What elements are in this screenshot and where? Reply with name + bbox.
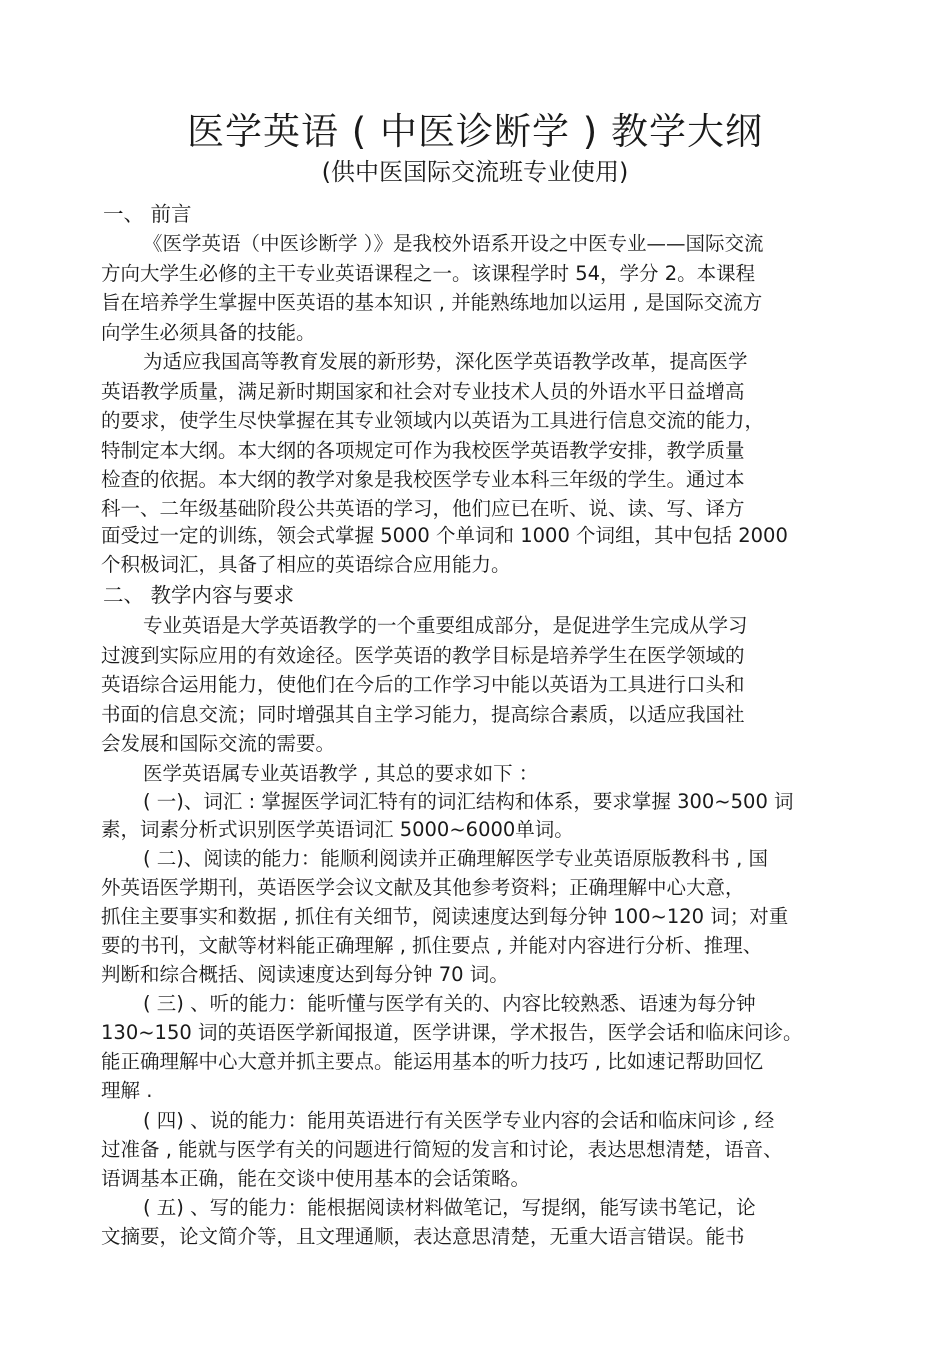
- paragraph-line: 会发展和国际交流的需要。: [101, 732, 336, 755]
- paragraph-line: 130~150 词的英语医学新闻报道，医学讲课，学术报告，医学会话和临床问诊。: [101, 1021, 803, 1044]
- paragraph-line: ( 一)、词汇 : 掌握医学词汇特有的词汇结构和体系，要求掌握 300~500 词: [143, 790, 794, 813]
- paragraph-line: 检查的依据。本大纲的教学对象是我校医学专业本科三年级的学生。通过本: [101, 468, 745, 491]
- paragraph-line: 外英语医学期刊，英语医学会议文献及其他参考资料；正确理解中心大意，: [101, 876, 745, 899]
- section-heading-content: 二、 教学内容与要求: [103, 583, 295, 607]
- paragraph-line: 语调基本正确，能在交谈中使用基本的会话策略。: [101, 1167, 531, 1190]
- paragraph-line: 专业英语是大学英语教学的一个重要组成部分，是促进学生完成从学习: [143, 614, 748, 637]
- paragraph-line: 英语综合运用能力，使他们在今后的工作学习中能以英语为工具进行口头和: [101, 673, 745, 696]
- paragraph-line: 书面的信息交流；同时增强其自主学习能力，提高综合素质，以适应我国社: [101, 703, 745, 726]
- paragraph-line: 《医学英语（中医诊断学 ）》是我校外语系开设之中医专业——国际交流: [143, 232, 764, 255]
- section-heading-preface: 一、 前言: [103, 202, 192, 226]
- paragraph-line: 的要求，使学生尽快掌握在其专业领域内以英语为工具进行信息交流的能力，: [101, 409, 765, 432]
- paragraph-line: ( 五) 、写的能力：能根据阅读材料做笔记，写提纲，能写读书笔记，论: [143, 1196, 756, 1219]
- paragraph-line: 为适应我国高等教育发展的新形势，深化医学英语教学改革，提高医学: [143, 350, 748, 373]
- paragraph-line: 医学英语属专业英语教学 , 其总的要求如下 ：: [143, 762, 539, 785]
- paragraph-line: 方向大学生必修的主干专业英语课程之一。该课程学时 54，学分 2。本课程: [101, 262, 756, 285]
- paragraph-line: 能正确理解中心大意并抓主要点。能运用基本的听力技巧 , 比如速记帮助回忆: [101, 1050, 764, 1073]
- paragraph-line: 判断和综合概括、阅读速度达到每分钟 70 词。: [101, 963, 509, 986]
- paragraph-line: 面受过一定的训练，领会式掌握 5000 个单词和 1000 个词组，其中包括 2000: [101, 524, 788, 547]
- paragraph-line: 理解 .: [101, 1079, 153, 1102]
- paragraph-line: 向学生必须具备的技能。: [101, 321, 316, 344]
- document-subtitle: (供中医国际交流班专业使用): [321, 158, 629, 186]
- paragraph-line: 文摘要，论文简介等，且文理通顺，表达意思清楚，无重大语言错误。能书: [101, 1225, 745, 1248]
- paragraph-line: 特制定本大纲。本大纲的各项规定可作为我校医学英语教学安排，教学质量: [101, 439, 745, 462]
- document-title: 医学英语 ( 中医诊断学 ) 教学大纲: [187, 110, 763, 153]
- paragraph-line: 个积极词汇，具备了相应的英语综合应用能力。: [101, 553, 511, 576]
- paragraph-line: 科一、二年级基础阶段公共英语的学习，他们应已在听、说、读、写、译方: [101, 497, 745, 520]
- paragraph-line: 旨在培养学生掌握中医英语的基本知识 , 并能熟练地加以运用 , 是国际交流方: [101, 291, 763, 314]
- paragraph-line: ( 四) 、说的能力：能用英语进行有关医学专业内容的会话和临床问诊 , 经: [143, 1109, 775, 1132]
- paragraph-line: 过准备 , 能就与医学有关的问题进行简短的发言和讨论，表达思想清楚，语音、: [101, 1138, 783, 1161]
- paragraph-line: ( 三) 、听的能力：能听懂与医学有关的、内容比较熟悉、语速为每分钟: [143, 992, 756, 1015]
- paragraph-line: ( 二)、阅读的能力：能顺利阅读并正确理解医学专业英语原版教科书 , 国: [143, 847, 769, 870]
- paragraph-line: 要的书刊，文献等材料能正确理解 , 抓住要点 , 并能对内容进行分析、推理、: [101, 934, 763, 957]
- paragraph-line: 素，词素分析式识别医学英语词汇 5000~6000单词。: [101, 818, 574, 841]
- paragraph-line: 英语教学质量，满足新时期国家和社会对专业技术人员的外语水平日益增高: [101, 380, 745, 403]
- paragraph-line: 过渡到实际应用的有效途径。医学英语的教学目标是培养学生在医学领域的: [101, 644, 745, 667]
- paragraph-line: 抓住主要事实和数据 , 抓住有关细节，阅读速度达到每分钟 100~120 词；对重: [101, 905, 789, 928]
